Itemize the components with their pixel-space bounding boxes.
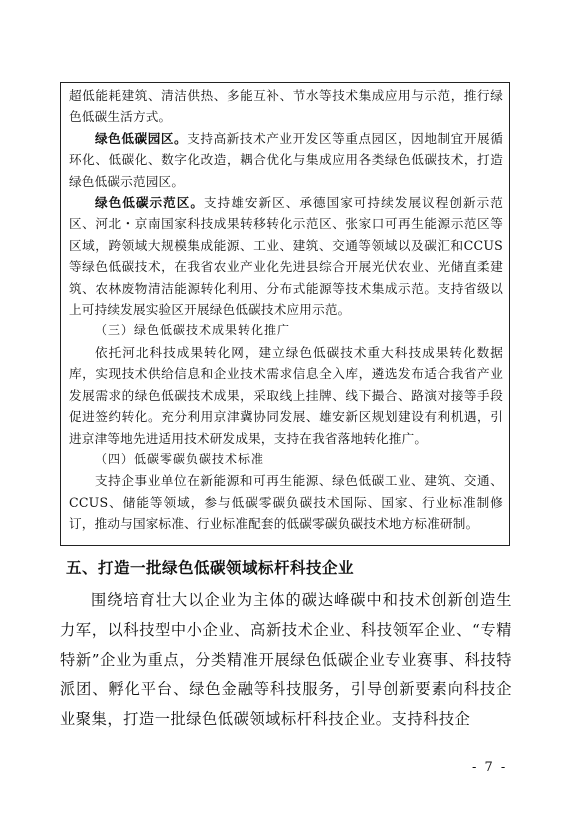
- box-paragraph-1: 超低能耗建筑、清洁供热、多能互补、节水等技术集成应用与示范，推行绿色低碳生活方式。: [69, 88, 503, 125]
- boxed-content-frame: [60, 82, 510, 546]
- demo-zone-text: 支持雄安新区、承德国家可持续发展议程创新示范区、河北・京南国家科技成果转移转化示范区、张家口可再生能源示范区等区域，跨领域大规模集成能源、工业、建筑、交通等领域以及碳汇和CCUS等绿色低碳技术，在我省农业产业化先进县综合开展光伏农业、光储直柔建筑、农林废物清洁能源转化利用、分布式能源等技术集成示范。支持省级以上可持续发展实验区开展绿色低碳技术应用示范。: [69, 195, 503, 318]
- box-paragraph-demo-zone: [69, 192, 503, 320]
- section-heading: 五、打造一批绿色低碳领域标杆科技企业: [66, 559, 355, 577]
- subheading-3: （三）绿色低碳技术成果转化推广: [95, 323, 291, 338]
- section-body-paragraph: 围绕培育壮大以企业为主体的碳达峰碳中和技术创新创造生力军，以科技型中小企业、高新技术企业、科技领军企业、“专精特新”企业为重点，分类精准开展绿色低碳企业专业赛事、科技特派团、孵化平台、绿色金融等科技服务，引导创新要素向科技企业聚集，打造一批绿色低碳领域标杆科技企业。支持科技企: [60, 591, 512, 729]
- box-paragraph-standards: 支持企事业单位在新能源和可再生能源、绿色低碳工业、建筑、交通、CCUS、储能等领域，参与低碳零碳负碳技术国际、国家、行业标准制修订，推动与国家标准、行业标准配套的低碳零碳负碳技术地方标准研制。: [69, 473, 503, 532]
- subheading-4: （四）低碳零碳负碳技术标准: [95, 451, 265, 466]
- page-number: - 7 -: [472, 760, 508, 775]
- box-paragraph-green-park: [69, 128, 503, 192]
- green-park-title: 绿色低碳园区。: [95, 130, 188, 146]
- demo-zone-title: 绿色低碳示范区。: [95, 195, 205, 211]
- section-body: [60, 586, 512, 735]
- green-park-text: 支持高新技术产业开发区等重点园区，因地制宜开展循环化、低碳化、数字化改造，耦合优化与集成应用各类绿色低碳技术，打造绿色低碳示范园区。: [69, 130, 503, 189]
- box-paragraph-transfer: 依托河北科技成果转化网，建立绿色低碳技术重大科技成果转化数据库，实现技术供给信息和企业技术需求信息全入库，遴选发布适合我省产业发展需求的绿色低碳技术成果，采取线上挂牌、线下撮合、路演对接等手段促进签约转化。充分利用京津冀协同发展、雄安新区规划建设有利机遇，引进京津等地先进适用技术研发成果，支持在我省落地转化推广。: [69, 344, 503, 446]
